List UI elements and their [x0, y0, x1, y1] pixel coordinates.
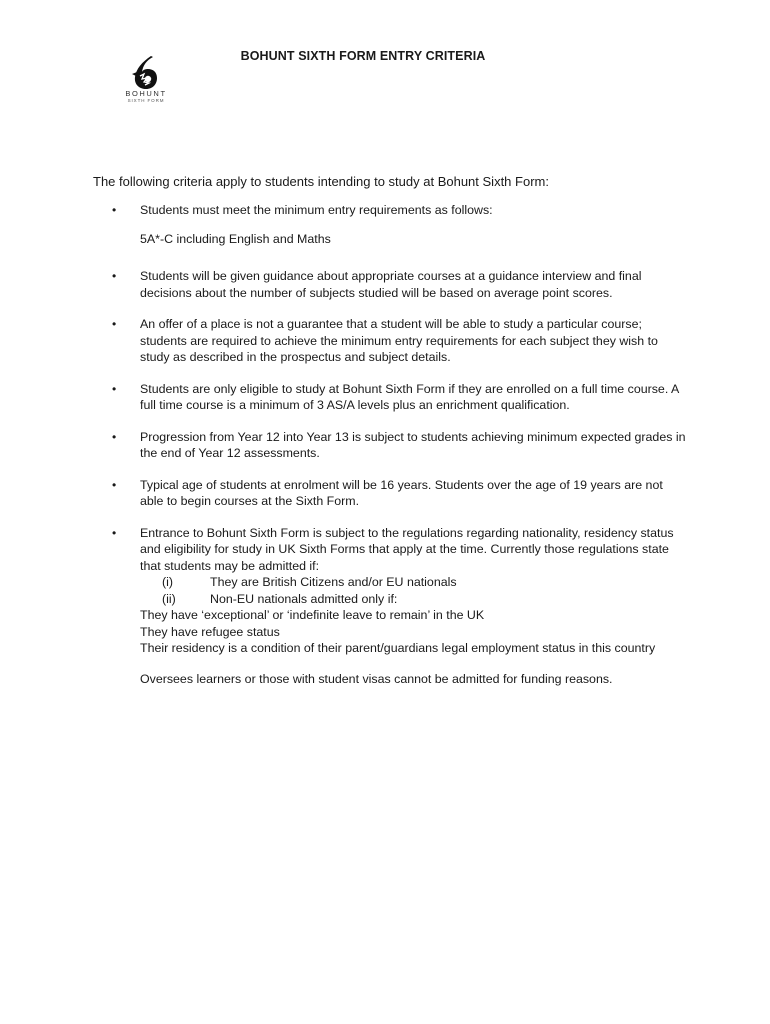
- page-title: BOHUNT SIXTH FORM ENTRY CRITERIA: [240, 49, 486, 63]
- criteria-text: An offer of a place is not a guarantee that a student will be able to study a particular course; students are required to achieve the minimum entry requirements for each subject they wish to study as described in the prospectus and subject details.: [140, 317, 658, 364]
- bullet: •: [112, 381, 117, 396]
- condition-text: Their residency is a condition of their parent/guardians legal employment status in this country: [140, 641, 656, 655]
- criteria-item-progression: [112, 429, 687, 462]
- bullet: •: [112, 317, 117, 331]
- sub-text: Non-EU nationals admitted only if:: [210, 591, 398, 606]
- criteria-text: Progression from Year 12 into Year 13 is subject to students achieving minimum expected grades in the end of Year 12 assessments.: [140, 429, 686, 460]
- criteria-item-age: [112, 477, 687, 510]
- logo-wordmark: BOHUNT: [125, 89, 167, 98]
- bullet: •: [112, 525, 117, 540]
- criteria-item-nationality: [112, 525, 687, 688]
- funding-footnote: Oversees learners or those with student visas cannot be admitted for funding reasons.: [140, 671, 613, 686]
- intro-paragraph: The following criteria apply to students intending to study at Bohunt Sixth Form:: [93, 174, 549, 189]
- criteria-item-entry-requirements: [112, 202, 687, 247]
- criteria-item-offer-of-place: [112, 316, 687, 366]
- criteria-text: Students are only eligible to study at Bohunt Sixth Form if they are enrolled on a full time course. A full time course is a minimum of 3 AS/A levels plus an enrichment qualification.: [140, 381, 679, 412]
- sub-criterion: [140, 591, 687, 608]
- bullet: •: [112, 477, 117, 492]
- criteria-text: Students must meet the minimum entry requirements as follows:: [140, 203, 493, 217]
- criteria-item-guidance: [112, 268, 687, 301]
- condition-text: They have ‘exceptional’ or ‘indefinite leave to remain’ in the UK: [140, 608, 485, 622]
- criteria-text: Entrance to Bohunt Sixth Form is subject to the regulations regarding nationality, residency status and eligibility for study in UK Sixth Forms that apply at the time. Currently those regulations state that students may be admitted if:: [140, 525, 674, 573]
- logo-subtitle: SIXTH FORM: [127, 98, 165, 103]
- sub-marker: (ii): [162, 591, 176, 606]
- condition-text: They have refugee status: [140, 624, 280, 639]
- criteria-list: [112, 202, 687, 687]
- bullet: •: [112, 203, 117, 217]
- criteria-note: 5A*-C including English and Maths: [140, 231, 331, 246]
- criteria-item-full-time-course: [112, 381, 687, 414]
- criteria-text: Typical age of students at enrolment will be 16 years. Students over the age of 19 years are not able to begin courses at the Sixth Form.: [140, 477, 663, 508]
- sub-criterion: [140, 574, 687, 591]
- bullet: •: [112, 429, 117, 444]
- sub-text: They are British Citizens and/or EU nationals: [210, 575, 457, 589]
- sub-marker: (i): [162, 575, 174, 589]
- criteria-text: Students will be given guidance about appropriate courses at a guidance interview and final decisions about the number of subjects studied will be based on average point scores.: [140, 269, 642, 300]
- bullet: •: [112, 269, 117, 283]
